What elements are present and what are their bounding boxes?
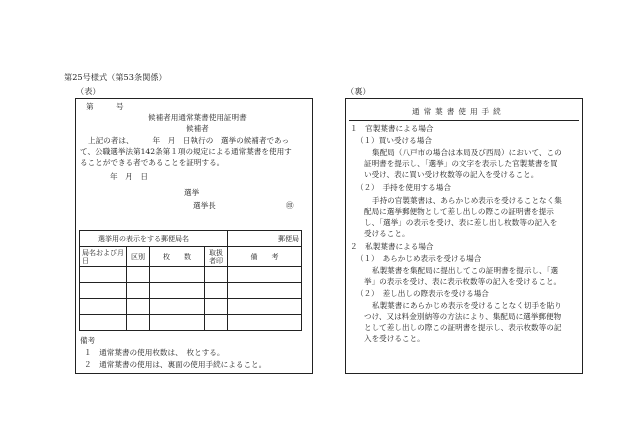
back-line: （２） 手持を使用する場合 bbox=[356, 183, 451, 192]
body-line-3: ることができる者であることを証明する。 bbox=[80, 158, 225, 167]
seal-mark: ㊞ bbox=[286, 201, 294, 210]
back-line: １ 官製葉書による場合 bbox=[350, 124, 434, 133]
back-line: 入を受けること。 bbox=[364, 334, 425, 343]
back-line: として差し出しの際この証明書を提示し、表示枚数等の記 bbox=[364, 323, 562, 332]
table-row bbox=[80, 315, 302, 331]
cell bbox=[150, 267, 205, 283]
cell bbox=[127, 283, 150, 299]
cell bbox=[228, 315, 302, 331]
cell bbox=[205, 315, 228, 331]
back-line: （２） 差し出しの際表示を受ける場合 bbox=[356, 289, 489, 298]
back-line: 証明書を提示し、「選挙」の文字を表示した官製葉書を買 bbox=[364, 159, 558, 168]
cell bbox=[127, 299, 150, 315]
back-line: い受け、表に買い受け枚数等の記入を受けること。 bbox=[364, 170, 539, 179]
number-suffix: 号 bbox=[116, 102, 124, 111]
back-side-label: （裏） bbox=[346, 86, 371, 96]
back-line: 挙」の表示を受け、表に表示枚数等の記入を受けること。 bbox=[364, 277, 562, 286]
cell bbox=[80, 283, 127, 299]
table-row bbox=[80, 267, 302, 283]
date-line: 年 月 日 bbox=[110, 172, 148, 181]
table-row bbox=[80, 283, 302, 299]
back-line: ２ 私製葉書による場合 bbox=[350, 242, 434, 251]
body-line-2: て、公職選挙法第142条第１項の規定による通常葉書を使用す bbox=[80, 147, 292, 156]
cell bbox=[150, 283, 205, 299]
body-line-1: 上記の者は、 年 月 日執行の 選挙の候補者であっ bbox=[88, 136, 290, 145]
back-line: つけ、又は料金別納等の方法により、集配局に選挙郵便物 bbox=[364, 312, 562, 321]
certificate-title: 候補者用通常葉書使用証明書 bbox=[148, 113, 247, 122]
cell bbox=[80, 315, 127, 331]
postcard-usage-table bbox=[79, 230, 302, 331]
candidate-label: 候補者 bbox=[186, 124, 209, 133]
cell bbox=[228, 267, 302, 283]
procedure-title: 通常葉書使用手続 bbox=[412, 107, 505, 116]
chair-label: 選挙長 bbox=[193, 201, 216, 210]
back-line: 私製葉書にあらかじめ表示を受けることなく切手を貼り bbox=[372, 301, 562, 310]
post-office-name-label: 選挙用の表示をする郵便局名 bbox=[80, 231, 228, 247]
back-line: （１） あらかじめ表示を受ける場合 bbox=[356, 254, 482, 263]
back-line: し、「選挙」の表示を受け、表に差し出し枚数等の記入を bbox=[364, 218, 558, 227]
cell bbox=[228, 283, 302, 299]
cell bbox=[80, 267, 127, 283]
cell bbox=[150, 299, 205, 315]
header-office-date: 局名および月 日 bbox=[80, 247, 127, 267]
form-title: 第25号様式（第53条関係） bbox=[64, 72, 167, 82]
back-line: （１）買い受ける場合 bbox=[356, 136, 432, 145]
back-line: 配局に選挙郵便物として差し出しの際この証明書を提示 bbox=[364, 207, 554, 216]
back-line: 受けること。 bbox=[364, 229, 410, 238]
notes-title: 備考 bbox=[80, 336, 96, 345]
back-line: 手持の官製葉書は、あらかじめ表示を受けることなく集 bbox=[372, 196, 562, 205]
back-line: 集配局（八戸市の場合は本局及び西局）において、この bbox=[372, 148, 562, 157]
cell bbox=[150, 315, 205, 331]
header-handler-seal: 取扱者印 bbox=[205, 247, 228, 267]
cell bbox=[205, 283, 228, 299]
header-count: 枚 数 bbox=[150, 247, 205, 267]
back-line: 私製葉書を集配局に提出してこの証明書を提示し、「選 bbox=[372, 266, 559, 275]
cell bbox=[205, 267, 228, 283]
title-divider bbox=[349, 120, 579, 121]
post-office-suffix: 郵便局 bbox=[228, 231, 302, 247]
number-prefix: 第 bbox=[86, 102, 94, 111]
cell bbox=[127, 267, 150, 283]
note-1: １ 通常葉書の使用枚数は、 枚とする。 bbox=[84, 348, 225, 357]
election-label: 選挙 bbox=[184, 188, 200, 197]
cell bbox=[80, 299, 127, 315]
table-row bbox=[80, 299, 302, 315]
header-remarks: 備 考 bbox=[228, 247, 302, 267]
note-2: ２ 通常葉書の使用は、裏面の使用手続によること。 bbox=[84, 360, 267, 369]
front-side-label: （表） bbox=[76, 86, 101, 96]
cell bbox=[228, 299, 302, 315]
header-type: 区別 bbox=[127, 247, 150, 267]
cell bbox=[127, 315, 150, 331]
cell bbox=[205, 299, 228, 315]
